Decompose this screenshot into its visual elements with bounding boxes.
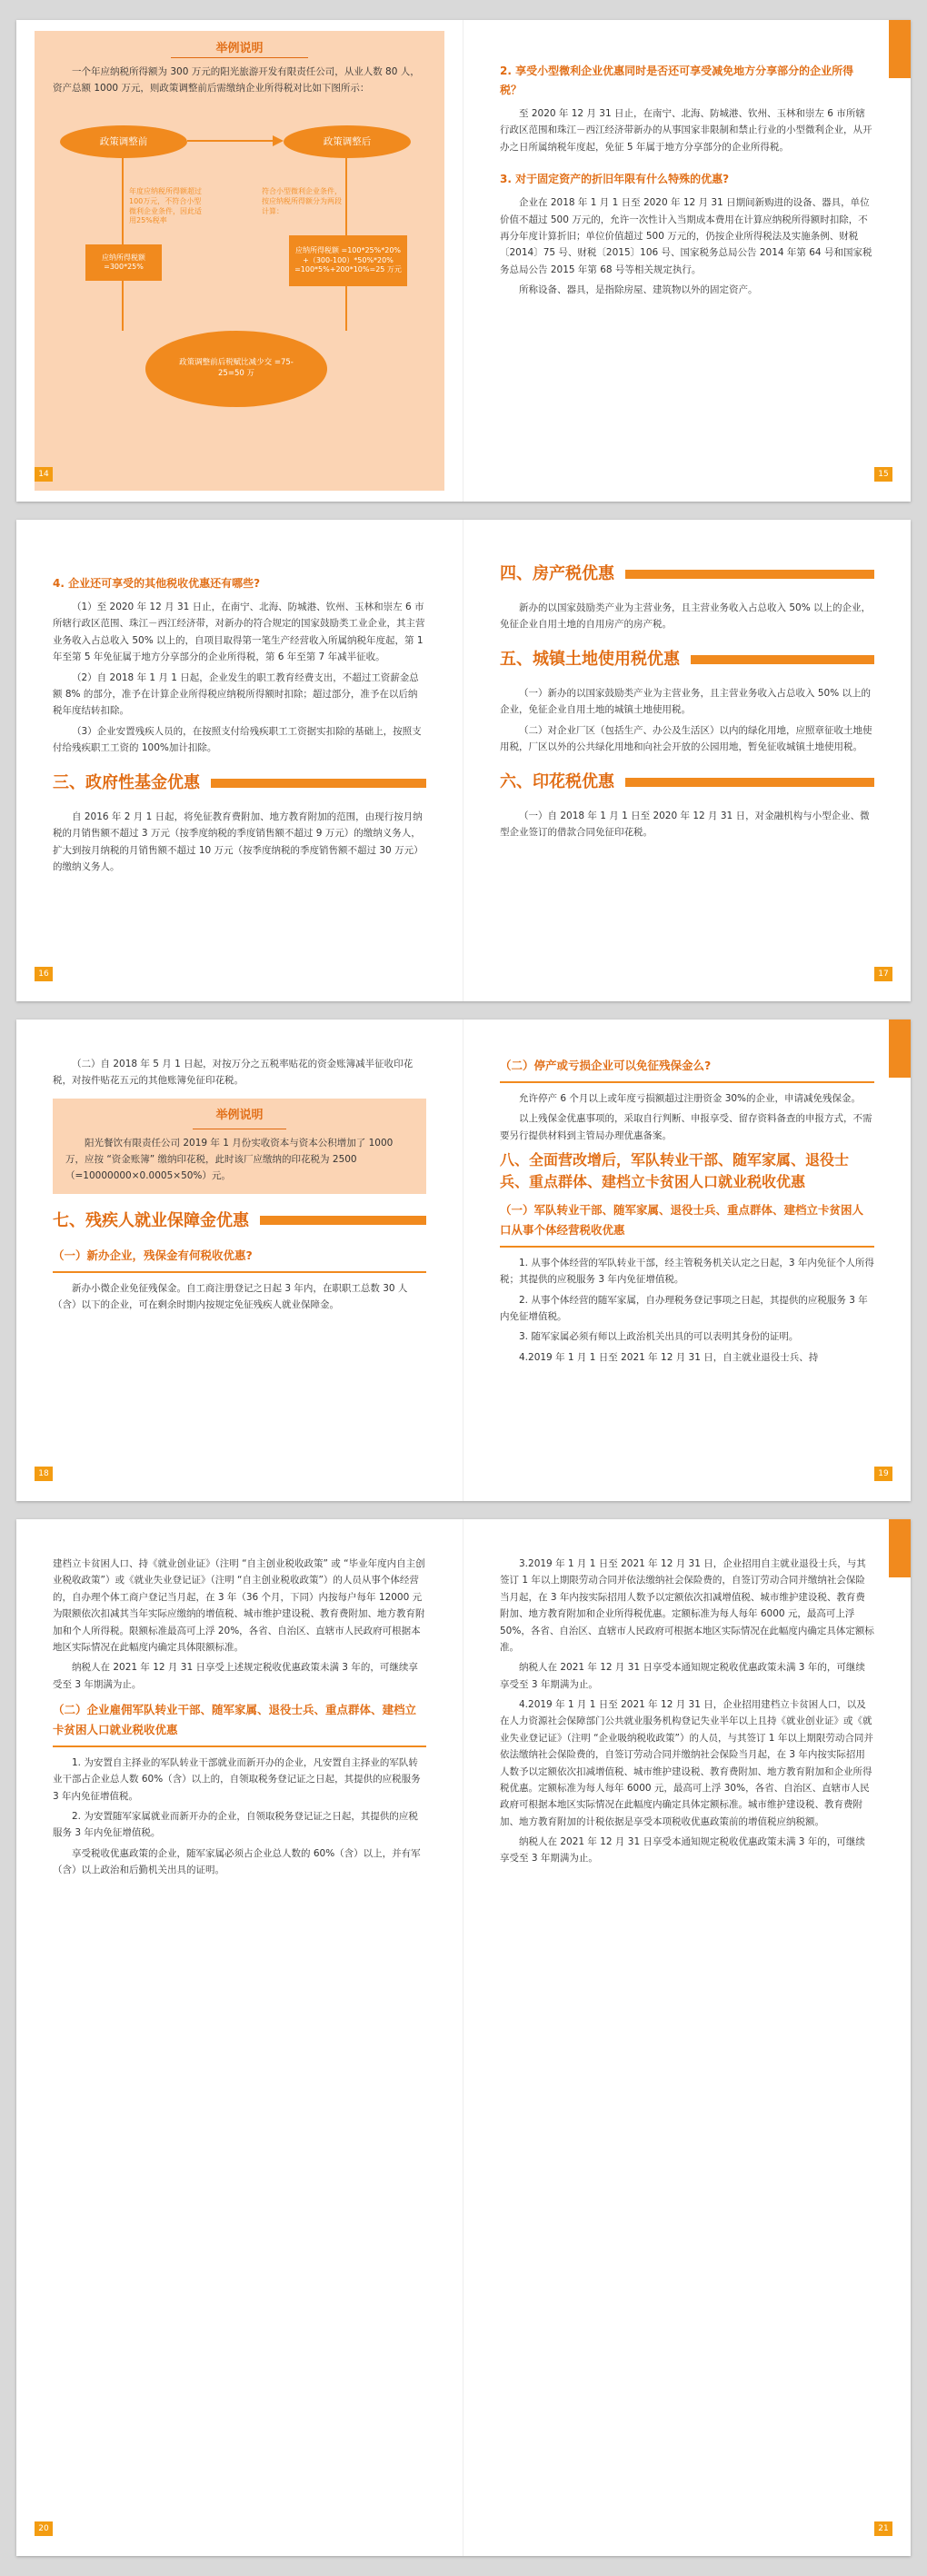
paragraph: （3）企业安置残疾人员的，在按照支付给残疾职工工资据实扣除的基础上，按照支付给残疾职工工资的 100%加计扣除。 (53, 725, 422, 753)
example-intro: 一个年应纳税所得额为 300 万元的阳光旅游开发有限责任公司，从业人数 80 人，资产总额 1000 万元，则政策调整前后需缴纳企业所得税对比如下图所示： (53, 66, 420, 94)
page-number: 21 (874, 2521, 892, 2536)
connector-left (122, 158, 124, 244)
page-content (500, 556, 874, 845)
page-16 (16, 520, 464, 1001)
section-title: 三、政府性基金优惠 (53, 773, 200, 793)
paragraph: 纳税人在 2021 年 12 月 31 日享受上述规定税收优惠政策未满 3 年的，可继续享受至 3 年期满为止。 (53, 1662, 418, 1690)
paragraph: 1. 为安置自主择业的军队转业干部就业而新开办的企业，凡安置自主择业的军队转业干部占企业总人数 60%（含）以上的，自领取税务登记证之日起，其提供的应税服务 3 年内免征增值税。 (53, 1756, 421, 1802)
paragraph: 纳税人在 2021 年 12 月 31 日享受本通知规定税收优惠政策未满 3 年的，可继续享受至 3 年期满为止。 (500, 1836, 865, 1865)
question-heading: 2. 享受小型微利企业优惠同时是否还可享受减免地方分享部分的企业所得税？ (500, 65, 854, 96)
connector-left-2 (122, 281, 124, 331)
example-box (53, 1099, 426, 1194)
corner-bar (889, 1019, 911, 1078)
subsection-rule (53, 1271, 426, 1273)
page-20 (16, 1519, 464, 2556)
subsection-heading: （二）企业雇佣军队转业干部、随军家属、退役士兵、重点群体、建档立卡贫困人口就业税收优惠 (53, 1703, 417, 1736)
subsection-rule (500, 1081, 874, 1083)
before-oval: 政策调整前 (60, 125, 187, 158)
section-heading (53, 1207, 426, 1236)
page-content (53, 1056, 426, 1318)
corner-bar (889, 20, 911, 78)
page-number: 20 (35, 2521, 53, 2536)
paragraph: 2. 从事个体经营的随军家属，自办理税务登记事项之日起，其提供的应税服务 3 年内免征增值税。 (500, 1294, 868, 1322)
paragraph: 允许停产 6 个月以上或年度亏损额超过注册资金 30%的企业，申请减免残保金。 (519, 1092, 862, 1104)
spread-1 (16, 20, 911, 502)
subsection-rule (500, 1246, 874, 1248)
section-bar (625, 570, 874, 579)
paragraph: 1. 从事个体经营的军队转业干部，经主管税务机关认定之日起，3 年内免征个人所得税；其提供的应税服务 3 年内免征增值税。 (500, 1257, 874, 1286)
note-before: 年度应纳税所得额超过100万元，不符合小型微利企业条件，因此适用25%税率 (129, 187, 202, 225)
subsection-heading: （一）军队转业干部、随军家属、退役士兵、重点群体、建档立卡贫困人口从事个体经营税收优惠 (500, 1203, 864, 1237)
section-heading (500, 560, 874, 589)
spread-4 (16, 1519, 911, 2556)
section-title: 四、房产税优惠 (500, 564, 614, 583)
arrow-line (187, 140, 278, 142)
paragraph: 3.2019 年 1 月 1 日至 2021 年 12 月 31 日，企业招用自主就业退役士兵，与其签订 1 年以上期限劳动合同并依法缴纳社会保险费的，自签订劳动合同并缴纳社会保险当月起，在 3 年内按实际招用人数予以定额依次扣减增值税、城市维护建设税、教育费附加、地方教育附加和企业所得税优惠。定额标准为每人每年 6000 元，最高可上浮 50%，各省、自治区、直辖市人民政府可根据本地区实际情况在此幅度内确定具体定额标准。 (500, 1558, 874, 1653)
subsection-heading: （一）新办企业，残保金有何税收优惠? (53, 1248, 253, 1263)
paragraph: 以上残保金优惠事项的，采取自行判断、申报享受、留存资料备查的申报方式，不需要另行提供材料到主管局办理优惠备案。 (500, 1113, 872, 1141)
paragraph: 4.2019 年 1 月 1 日至 2021 年 12 月 31 日，企业招用建档立卡贫困人口，以及在人力资源社会保障部门公共就业服务机构登记失业半年以上且持《就业创业证》或《就业失业登记证》（注明 “企业吸纳税收政策”）的人员，与其签订 1 年以上期限劳动合同并依法缴纳社会保险费的，自签订劳动合同并缴纳社会保险当月起，在 3 年内按实际招用人数予以定额依次扣减增值税、城市维护建设税、教育费附加、地方教育附加和企业所得税优惠。定额标准为每人每年 6000 元，最高可上浮 30%，各省、自治区、直辖市人民政府可根据本地区实际情况在此幅度内确定具体定额标准。城市维护建设税、教育费附加、地方教育附加的计税依据是享受本项税收优惠政策前的增值税应纳税额。 (500, 1699, 873, 1827)
page-number: 14 (35, 467, 53, 482)
title-rule (171, 57, 308, 58)
question-heading: 4. 企业还可享受的其他税收优惠还有哪些? (53, 577, 261, 590)
connector-right (345, 158, 347, 244)
page-content (500, 1056, 874, 1369)
page-15 (464, 20, 911, 502)
page-21 (464, 1519, 911, 2556)
page-content (53, 569, 426, 879)
paragraph: （一）新办的以国家鼓励类产业为主营业务，且主营业务收入占总收入 50% 以上的企业，免征企业自用土地的城镇土地使用税。 (500, 687, 872, 716)
paragraph: 新办小微企业免征残保金。自工商注册登记之日起 3 年内，在职职工总数 30 人（含）以下的企业，可在剩余时期内按规定免征残疾人就业保障金。 (53, 1283, 408, 1311)
section-title: 五、城镇土地使用税优惠 (500, 650, 680, 670)
page-content (53, 1556, 426, 1882)
section-heading (500, 645, 874, 674)
section-bar (260, 1216, 426, 1225)
example-title: 举例说明 (215, 1108, 264, 1122)
section-bar (691, 655, 874, 664)
after-oval: 政策调整后 (284, 125, 411, 158)
page-17 (464, 520, 911, 1001)
paragraph: 建档立卡贫困人口、持《就业创业证》（注明 “自主创业税收政策” 或 “毕业年度内自主创业税收政策”）或《就业失业登记证》（注明 “自主创业税收政策”）的人员从事个体经营的，自办理个体工商户登记当月起，在 3 年（36 个月，下同）内按每户每年 12000 元为限额依次扣减其当年实际应缴纳的增值税、城市维护建设税、教育费附加、地方教育附加和个人所得税。限额标准最高可上浮 20%，各省、自治区、直辖市人民政府可根据本地区实际情况在此幅度内确定具体限额标准。 (53, 1558, 425, 1653)
arrow-right-icon (273, 135, 284, 146)
paragraph: （2）自 2018 年 1 月 1 日起，企业发生的职工教育经费支出，不超过工资薪金总额 8% 的部分，准予在计算企业所得税应纳税所得额时扣除；超过部分，准予在以后纳税年度结转扣除。 (53, 671, 419, 717)
page-18 (16, 1019, 464, 1501)
paragraph: 企业在 2018 年 1 月 1 日至 2020 年 12 月 31 日期间新购进的设备、器具，单位价值不超过 500 万元的，允许一次性计入当期成本费用在计算应纳税所得额时扣除，不再分年度计算折旧；单位价值超过 500 万元的，仍按企业所得税法及实施条例、财税〔2014〕75 号、财税〔2015〕106 号、国家税务总局公告 2014 年第 64 号和国家税务总局公告 2015 年第 68 号等相关规定执行。 (500, 197, 872, 275)
paragraph: 2. 为安置随军家属就业而新开办的企业，自领取税务登记证之日起，其提供的应税服务 3 年内免征增值税。 (53, 1810, 418, 1839)
connector-right-2 (345, 286, 347, 331)
paragraph: 至 2020 年 12 月 31 日止，在南宁、北海、防城港、钦州、玉林和崇左 6 市所辖行政区范围和珠江－西江经济带新办的从事国家非限制和禁止行业的小型微利企业，从开办之日所属纳税年度起，免征 5 年属于地方分享部分的企业所得税。 (500, 108, 872, 153)
page-content (500, 56, 874, 302)
page-number: 18 (35, 1467, 53, 1481)
paragraph: 所称设备、器具，是指除房屋、建筑物以外的固定资产。 (519, 284, 758, 295)
page-14 (16, 20, 464, 502)
paragraph: （二）自 2018 年 5 月 1 日起，对按万分之五税率贴花的资金账簿减半征收印花税，对按件贴花五元的其他账簿免征印花税。 (53, 1059, 414, 1087)
section-bar (211, 779, 426, 788)
section-heading: 八、全面营改增后，军队转业干部、随军家属、退役士兵、重点群体、建档立卡贫困人口就业税收优惠 (500, 1151, 850, 1190)
result-oval: 政策调整前后税赋比减少交 =75-25=50 万 (145, 331, 327, 407)
paragraph: （二）对企业厂区（包括生产、办公及生活区）以内的绿化用地，应照章征收土地使用税，厂区以外的公共绿化用地和向社会开放的公园用地，暂免征收城镇土地使用税。 (500, 724, 872, 752)
calc-before-box: 应纳所得税额 =300*25% (85, 244, 162, 281)
section-bar (625, 778, 874, 787)
paragraph: 享受税收优惠政策的企业，随军家属必须占企业总人数的 60%（含）以上，并有军（含）以上政治和后勤机关出具的证明。 (53, 1847, 421, 1875)
section-heading (500, 768, 874, 797)
paragraph: 纳税人在 2021 年 12 月 31 日享受本通知规定税收优惠政策未满 3 年的，可继续享受至 3 年期满为止。 (500, 1662, 865, 1690)
page-number: 16 (35, 967, 53, 981)
page-content (500, 1556, 874, 1871)
spread-3 (16, 1019, 911, 1501)
section-title: 六、印花税优惠 (500, 772, 614, 792)
paragraph: 自 2016 年 2 月 1 日起，将免征教育费附加、地方教育附加的范围，由现行按月纳税的月销售额不超过 3 万元（按季度纳税的季度销售额不超过 9 万元）的缴纳义务人，扩大到按月纳税的月销售额不超过 10 万元（按季度纳税的季度销售额不超过 30 万元）的缴纳义务人。 (53, 811, 424, 872)
section-heading (53, 769, 426, 798)
page-number: 19 (874, 1467, 892, 1481)
paragraph: 新办的以国家鼓励类产业为主营业务，且主营业务收入占总收入 50% 以上的企业，免征企业自用土地的自用房产的房产税。 (500, 602, 872, 630)
paragraph: 4.2019 年 1 月 1 日至 2021 年 12 月 31 日，自主就业退役士兵、持 (519, 1351, 819, 1363)
paragraph: （1）至 2020 年 12 月 31 日止，在南宁、北海、防城港、钦州、玉林和崇左 6 市所辖行政区范围、珠江－西江经济带，对新办的符合规定的国家鼓励类工业企业，其主营业务收入占总收入 50% 以上的，自项目取得第一笔生产经营收入所属纳税年度起，第 1 年至第 5 年免征属于地方分享部分的企业所得税，第 6 年至第 7 年减半征收。 (53, 602, 425, 663)
spread-2 (16, 520, 911, 1001)
subsection-heading: （二）停产或亏损企业可以免征残保金么? (500, 1059, 712, 1072)
subsection-rule (53, 1746, 426, 1747)
page-number: 15 (874, 467, 892, 482)
example-title: 举例说明 (215, 42, 264, 55)
paragraph: （一）自 2018 年 1 月 1 日至 2020 年 12 月 31 日，对金融机构与小型企业、微型企业签订的借款合同免征印花税。 (500, 810, 870, 839)
example-text: 阳光餐饮有限责任公司 2019 年 1 月份实收资本与资本公积增加了 1000 万，应按 “资金账簿” 缴纳印花税，此时该厂应缴纳的印花税为 2500（=10000000×0.0005×50%）元。 (65, 1137, 394, 1182)
page-number: 17 (874, 967, 892, 981)
note-after: 符合小型微利企业条件，按应纳税所得额分为两段计算： (262, 187, 342, 215)
paragraph: 3. 随军家属必须有师以上政治机关出具的可以表明其身份的证明。 (519, 1331, 799, 1343)
section-title: 七、残疾人就业保障金优惠 (53, 1210, 249, 1230)
question-heading: 3. 对于固定资产的折旧年限有什么特殊的优惠? (500, 173, 730, 186)
calc-after-box: 应纳所得税额 =100*25%*20% +（300-100）*50%*20% =100*5%+200*10%=25 万元 (289, 235, 407, 286)
example-panel (35, 31, 444, 491)
page-19 (464, 1019, 911, 1501)
corner-bar (889, 1519, 911, 1577)
